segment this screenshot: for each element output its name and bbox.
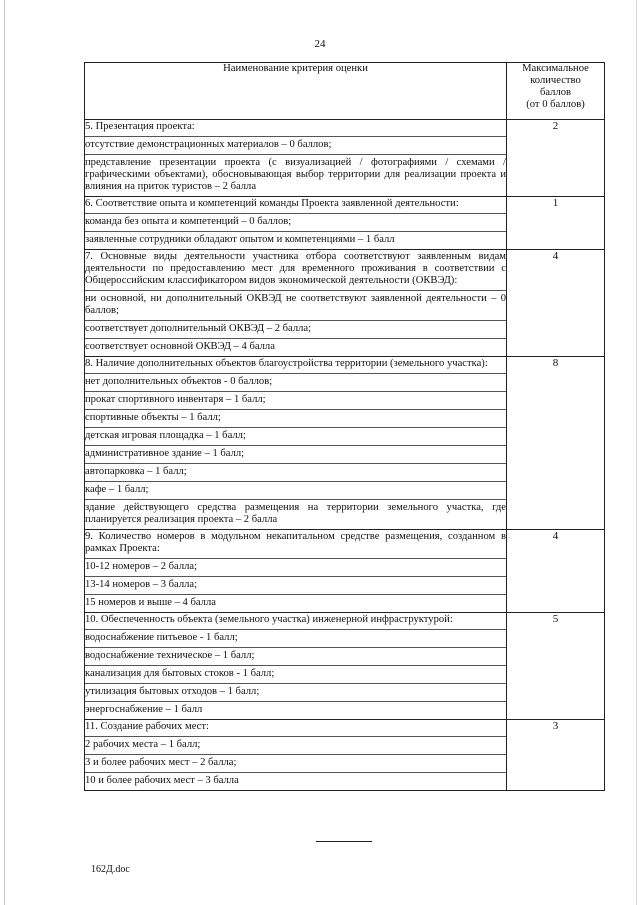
footer-filename: 162Д.doc [91, 864, 130, 875]
criterion-row [85, 613, 605, 720]
criterion-row [85, 120, 605, 197]
criterion-option: 15 номеров и выше – 4 балла [85, 597, 216, 608]
criterion-row [85, 197, 605, 250]
criterion-option: 10 и более рабочих мест – 3 балла [85, 775, 239, 786]
page-number: 24 [314, 38, 326, 50]
scan-edge-left [4, 0, 5, 905]
criterion-option: отсутствие демонстрационных материалов – 0 баллов; [85, 137, 506, 155]
criterion-option: соответствует дополнительный ОКВЭД – 2 балла; [85, 321, 506, 339]
max-score-cell: 8 [507, 357, 605, 530]
criterion-title: 7. Основные виды деятельности участника отбора соответствуют заявленным видам деятельности по предоставлению мест для временного проживания в соответствии с Общероссийским классификатором видов экономической деятельности (ОКВЭД): [85, 250, 506, 291]
criterion-option: водоснабжение техническое – 1 балл; [85, 648, 506, 666]
criterion-option: энергоснабжение – 1 балл [85, 704, 203, 715]
criterion-cell [85, 530, 507, 613]
criterion-option: 2 рабочих места – 1 балл; [85, 737, 506, 755]
criterion-cell [85, 120, 507, 197]
criterion-option: канализация для бытовых стоков - 1 балл; [85, 666, 506, 684]
criterion-option: прокат спортивного инвентаря – 1 балл; [85, 392, 506, 410]
criteria-table [84, 62, 605, 791]
criterion-option: 13-14 номеров – 3 балла; [85, 577, 506, 595]
max-score-cell: 4 [507, 530, 605, 613]
criterion-option: спортивные объекты – 1 балл; [85, 410, 506, 428]
criterion-option: 10-12 номеров – 2 балла; [85, 559, 506, 577]
table-header-row [85, 63, 605, 120]
criterion-title: 5. Презентация проекта: [85, 120, 506, 137]
criterion-option: здание действующего средства размещения на территории земельного участка, где планируется реализация проекта – 2 балла [85, 502, 506, 525]
criterion-option: водоснабжение питьевое - 1 балл; [85, 630, 506, 648]
criterion-option: заявленные сотрудники обладают опытом и компетенциями – 1 балл [85, 234, 395, 245]
max-score-header-line: количество [530, 75, 581, 86]
criterion-option: ни основной, ни дополнительный ОКВЭД не соответствуют заявленной деятельности – 0 баллов; [85, 291, 506, 321]
criterion-option: кафе – 1 балл; [85, 482, 506, 500]
criterion-title: 11. Создание рабочих мест: [85, 720, 506, 737]
criterion-row [85, 250, 605, 357]
criterion-option: 3 и более рабочих мест – 2 балла; [85, 755, 506, 773]
max-score-header-line: баллов [539, 87, 572, 98]
max-score-cell: 4 [507, 250, 605, 357]
criterion-option: административное здание – 1 балл; [85, 446, 506, 464]
criterion-cell [85, 250, 507, 357]
max-score-header-line: Максимальное [522, 63, 589, 74]
criterion-column-header: Наименование критерия оценки [85, 63, 507, 120]
max-score-column-header [507, 63, 605, 120]
scan-edge-right [636, 0, 637, 905]
criterion-option: детская игровая площадка – 1 балл; [85, 428, 506, 446]
criterion-option: утилизация бытовых отходов – 1 балл; [85, 684, 506, 702]
criterion-option: команда без опыта и компетенций – 0 баллов; [85, 214, 506, 232]
criterion-row [85, 357, 605, 530]
criterion-cell [85, 613, 507, 720]
criterion-title: 6. Соответствие опыта и компетенций команды Проекта заявленной деятельности: [85, 197, 506, 214]
criterion-title: 10. Обеспеченность объекта (земельного участка) инженерной инфраструктурой: [85, 613, 506, 630]
criterion-title: 9. Количество номеров в модульном некапитальном средстве размещения, созданном в рамках Проекта: [85, 530, 506, 559]
criterion-option: нет дополнительных объектов - 0 баллов; [85, 374, 506, 392]
criterion-cell [85, 720, 507, 791]
criterion-option: представление презентации проекта (с визуализацией / фотографиями / схемами / графическими объектами), обосновывающая выбор территории для реализации проекта и влияния на приток туристов – 2 балла [85, 157, 506, 192]
criterion-option: соответствует основной ОКВЭД – 4 балла [85, 341, 275, 352]
criterion-row [85, 720, 605, 791]
max-score-cell: 1 [507, 197, 605, 250]
criterion-title: 8. Наличие дополнительных объектов благоустройства территории (земельного участка): [85, 357, 506, 374]
criterion-cell [85, 357, 507, 530]
criterion-cell [85, 197, 507, 250]
end-of-table-rule [316, 841, 372, 842]
max-score-cell: 5 [507, 613, 605, 720]
max-score-cell: 2 [507, 120, 605, 197]
max-score-header-line: (от 0 баллов) [526, 99, 585, 110]
max-score-cell: 3 [507, 720, 605, 791]
criterion-option: автопарковка – 1 балл; [85, 464, 506, 482]
criterion-row [85, 530, 605, 613]
